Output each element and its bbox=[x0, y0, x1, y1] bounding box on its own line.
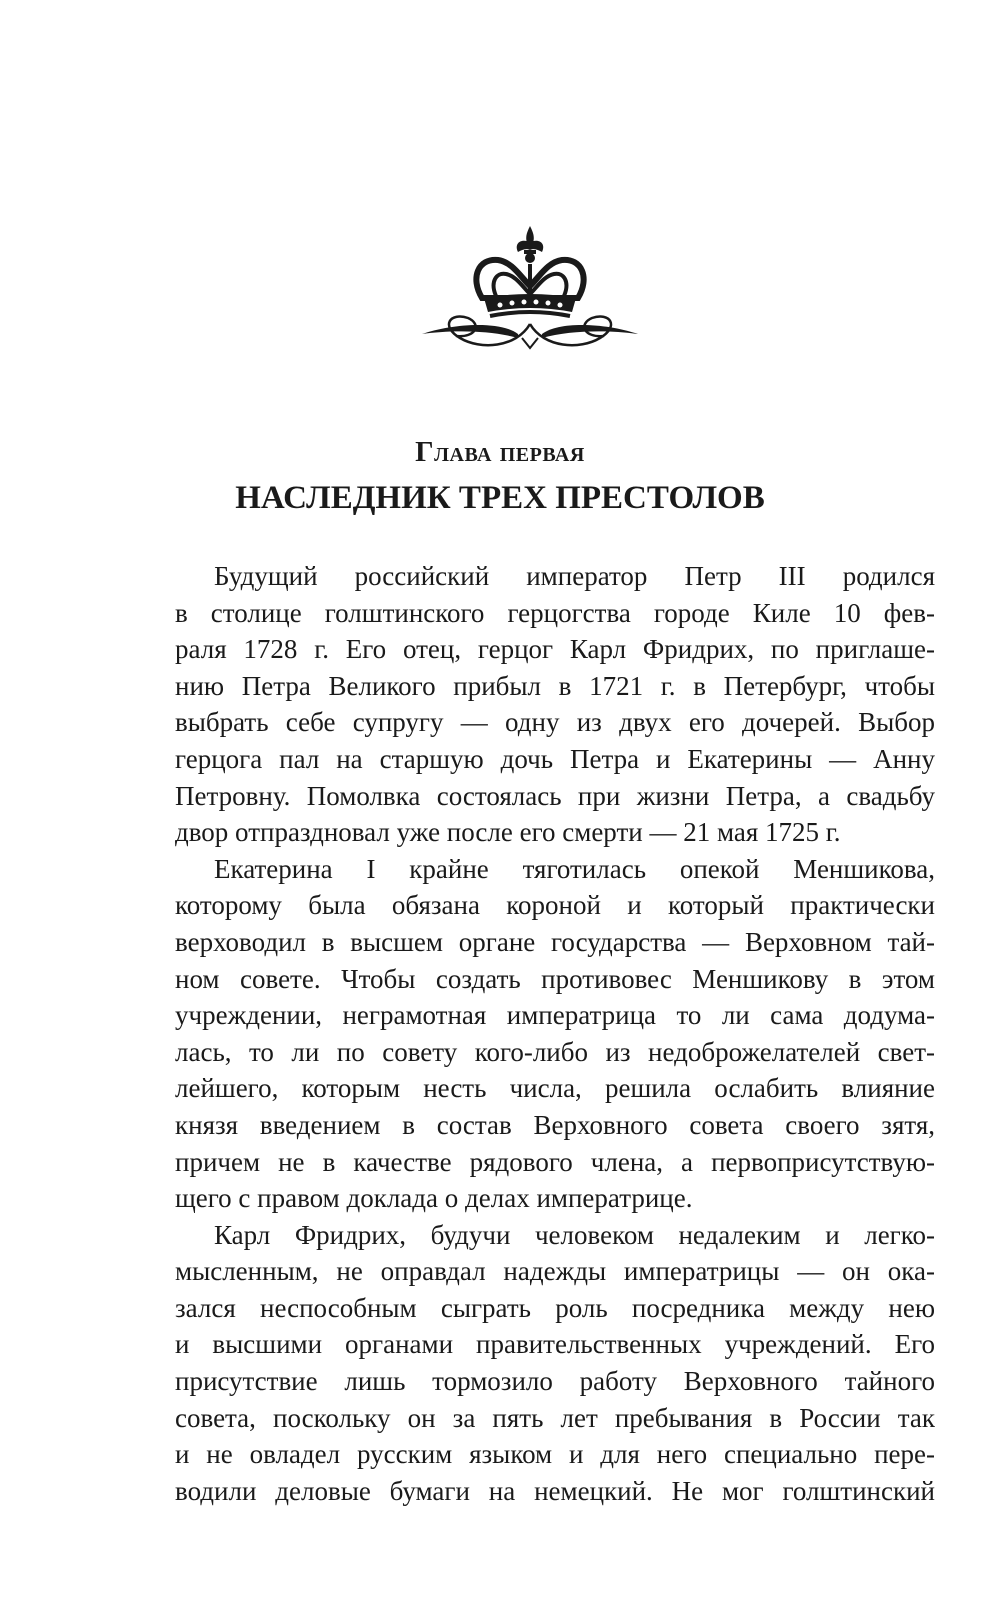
text-line: щего с правом доклада о делах императрице. bbox=[175, 1183, 693, 1214]
paragraph bbox=[175, 558, 935, 851]
text-line: мысленным, не оправдал надежды императрицы — он ока- bbox=[175, 1256, 935, 1287]
paragraph bbox=[175, 851, 935, 1217]
text-line: выбрать себе супругу — одну из двух его дочерей. Выбор bbox=[175, 707, 935, 738]
text-line: князя введением в состав Верховного совета своего зятя, bbox=[175, 1109, 935, 1140]
text-line: учреждении, неграмотная императрица то ли сама додума- bbox=[175, 1000, 935, 1031]
text-line: герцога пал на старшую дочь Петра и Екатерины — Анну bbox=[175, 743, 935, 774]
text-line: Петровну. Помолвка состоялась при жизни Петра, а свадьбу bbox=[175, 780, 935, 811]
text-line: совета, поскольку он за пять лет пребывания в России так bbox=[175, 1402, 935, 1433]
chapter-body bbox=[175, 558, 935, 1509]
text-line: раля 1728 г. Его отец, герцог Карл Фридрих, по приглаше- bbox=[175, 634, 935, 665]
chapter-title: НАСЛЕДНИК ТРЕХ ПРЕСТОЛОВ bbox=[235, 480, 765, 516]
text-line: верховодил в высшем органе государства — Верховном тай- bbox=[175, 926, 935, 957]
chapter-label: Глава первая bbox=[415, 436, 585, 468]
text-line: в столице голштинского герцогства городе Киле 10 фев- bbox=[175, 597, 935, 628]
text-line: и не овладел русским языком и для него специально пере- bbox=[175, 1439, 935, 1470]
text-line: двор отпраздновал уже после его смерти — 21 мая 1725 г. bbox=[175, 817, 841, 848]
text-line: которому была обязана короной и который практически bbox=[175, 890, 935, 921]
text-line: Екатерина I крайне тяготилась опекой Меншикова, bbox=[214, 853, 935, 884]
text-line: Карл Фридрих, будучи человеком недалеким и легко- bbox=[214, 1219, 935, 1250]
text-line: и высшими органами правительственных учреждений. Его bbox=[175, 1329, 935, 1360]
text-line: причем не в качестве рядового члена, а первоприсутствую- bbox=[175, 1146, 935, 1177]
text-line: Будущий российский император Петр III родился bbox=[214, 561, 935, 591]
text-line: присутствие лишь тормозило работу Верховного тайного bbox=[175, 1366, 935, 1397]
text-line: зался неспособным сыграть роль посредника между нею bbox=[175, 1292, 935, 1323]
text-line: лейшего, которым несть числа, решила ослабить влияние bbox=[175, 1073, 935, 1104]
text-line: водили деловые бумаги на немецкий. Не мог голштинский bbox=[175, 1475, 935, 1506]
crown-ornament-icon bbox=[420, 220, 640, 360]
paragraph bbox=[175, 1217, 935, 1510]
text-line: нию Петра Великого прибыл в 1721 г. в Петербург, чтобы bbox=[175, 670, 935, 701]
text-line: лась, то ли по совету кого-либо из недоброжелателей свет- bbox=[175, 1036, 935, 1067]
text-line: ном совете. Чтобы создать противовес Меншикову в этом bbox=[175, 963, 935, 994]
